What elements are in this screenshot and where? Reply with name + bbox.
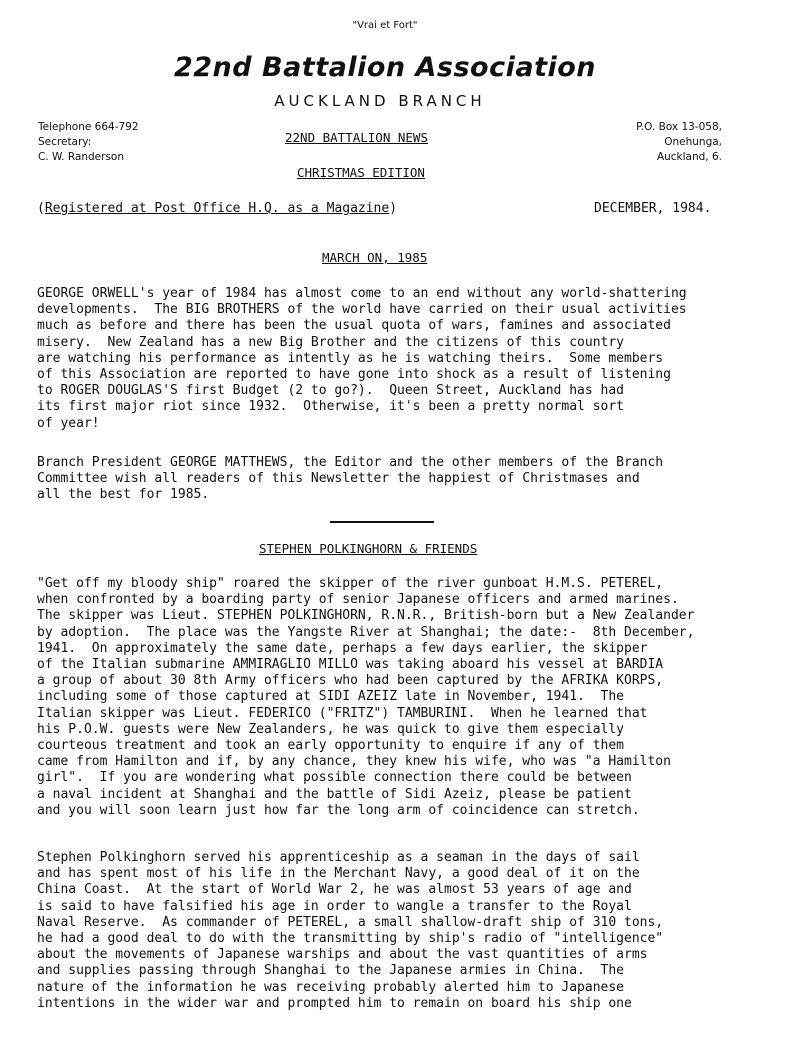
telephone-line: Telephone 664-792	[38, 121, 139, 133]
section-title-polkinghorn: STEPHEN POLKINGHORN & FRIENDS	[259, 541, 478, 556]
contact-right	[636, 120, 722, 165]
contact-left	[38, 120, 139, 165]
paragraph-christmas-wishes: Branch President GEORGE MATTHEWS, the Editor and the other members of the Branch Committee wish all readers of this Newsletter the happiest of Christmases and all the best for 1985.	[37, 455, 664, 503]
paragraph-peterel: "Get off my bloody ship" roared the skipper of the river gunboat H.M.S. PETEREL, when confronted by a boarding party of senior Japanese officers and armed marines. The skipper was Lieut. STEPHEN POLKINGHORN, R.N.R., British-born but a New Zealander by adoption. The place was the Yangste River at Shanghai; the date:- 8th December, 1941. On approximately the same date, perhaps a few days earlier, the skipper of the Italian submarine AMMIRAGLIO MILLO was taking aboard his vessel at BARDIA a group of about 30 8th Army officers who had been captured by the AFRIKA KORPS, including some of those captured at SIDI AZEIZ late in November, 1941. The Italian skipper was Lieut. FEDERICO ("FRITZ") TAMBURINI. When he learned that his P.O.W. guests were New Zealanders, he was quick to give them especially courteous treatment and took an early opportunity to enquire if any of them came from Hamilton and if, by any chance, they knew his wife, who was "a Hamilton girl". If you are wondering what possible connection there could be between a naval incident at Shanghai and the battle of Sidi Azeiz, please be patient and you will soon learn just how far the long arm of coincidence can stretch.	[37, 576, 695, 818]
motto: "Vrai et Fort"	[352, 20, 418, 31]
po-box-line: P.O. Box 13-058,	[636, 121, 722, 133]
city-line: Auckland, 6.	[656, 151, 722, 163]
issue-date: DECEMBER, 1984.	[594, 201, 712, 216]
edition-heading: CHRISTMAS EDITION	[297, 165, 425, 180]
registered-note: (Registered at Post Office H.Q. as a Magazine)	[37, 201, 398, 216]
news-heading: 22ND BATTALION NEWS	[285, 130, 428, 145]
secretary-label: Secretary:	[38, 136, 92, 148]
association-title: 22nd Battalion Association	[173, 52, 597, 83]
section-title-march-on: MARCH ON, 1985	[322, 250, 428, 265]
branch-name: AUCKLAND BRANCH	[274, 92, 486, 110]
paragraph-orwell: GEORGE ORWELL's year of 1984 has almost come to an end without any world-shattering developments. The BIG BROTHERS of the world have carried on their usual activities much as before and there has been the usual quota of wars, famines and associated misery. New Zealand has a new Big Brother and the citizens of this country are watching his performance as intently as he is watching theirs. Some members of this Association are reported to have gone into shock as a result of listening to ROGER DOUGLAS'S first Budget (2 to go?). Queen Street, Auckland has had its first major riot since 1932. Otherwise, it's been a pretty normal sort of year!	[37, 286, 687, 431]
secretary-name: C. W. Randerson	[38, 151, 125, 163]
registered-note-text: Registered at Post Office H.Q. as a Magazine	[44, 201, 390, 216]
suburb-line: Onehunga,	[664, 136, 722, 148]
paragraph-polkinghorn-career: Stephen Polkinghorn served his apprenticeship as a seaman in the days of sail and has spent most of his life in the Merchant Navy, a good deal of it on the China Coast. At the start of World War 2, he was almost 53 years of age and is said to have falsified his age in order to wangle a transfer to the Royal Naval Reserve. As commander of PETEREL, a small shallow-draft ship of 310 tons, he had a good deal to do with the transmitting by ship's radio of "intelligence" about the movements of Japanese warships and about the vast quantities of arms and supplies passing through Shanghai to the Japanese armies in China. The nature of the information he was receiving probably alerted him to Japanese intentions in the wider war and prompted him to remain on board his ship one	[37, 850, 664, 1011]
section-divider	[330, 521, 434, 523]
